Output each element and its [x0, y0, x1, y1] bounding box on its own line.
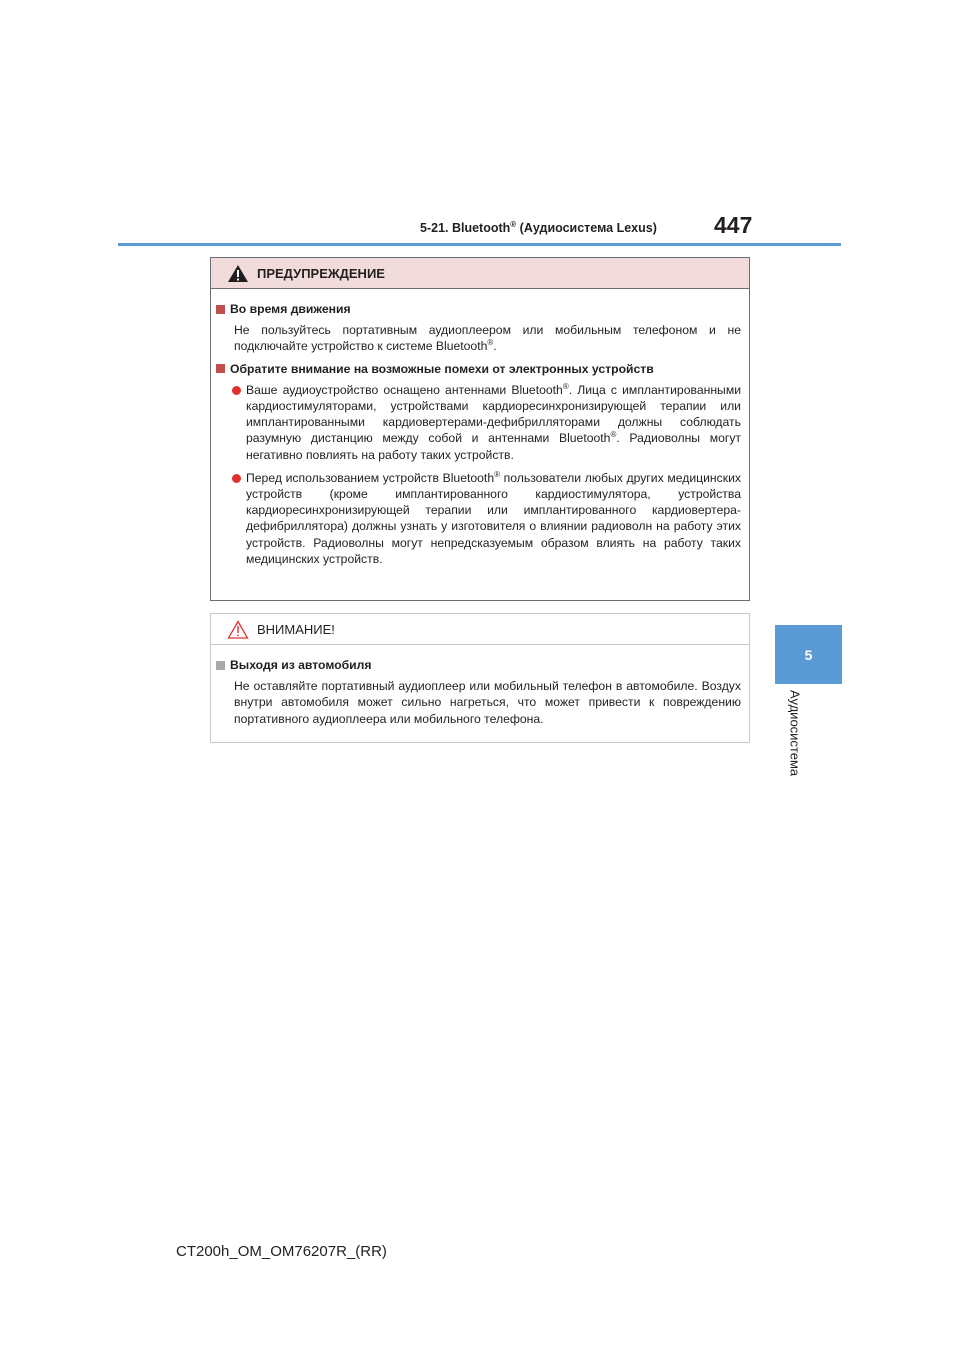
paragraph-text: . [493, 339, 497, 354]
square-bullet-icon [216, 661, 225, 670]
notice-title: ВНИМАНИЕ! [257, 621, 335, 637]
notice-section-heading [216, 657, 741, 673]
page-number: 447 [714, 212, 753, 238]
list-item-text-part: . Радиоволны могут негативно повлиять на работу таких устройств. [246, 431, 741, 462]
list-item-text-part: пользователи любых других медицинских устройств (кроме имплантированного кардиостимулятора, устройства кардиоресинхронизирующей терапии или имплантированного кардиовертера-дефибриллятора) должны узнать у изготовителя о влиянии радиоволн на работу этих устройств. Радиоволны могут непредсказуемым образом влиять на работу таких медицинских устройств. [246, 470, 741, 566]
section-title-suffix: (Аудиосистема Lexus) [516, 221, 657, 235]
chapter-number: 5 [804, 646, 813, 663]
square-bullet-icon [216, 305, 225, 314]
warning-section-heading [216, 301, 741, 317]
section-title [420, 221, 702, 235]
warning-section-heading [216, 361, 741, 377]
round-bullet-icon [232, 386, 241, 395]
round-bullet-icon [232, 474, 241, 483]
registered-mark: ® [487, 338, 494, 348]
registered-mark: ® [510, 219, 517, 229]
document-code: CT200h_OM_OM76207R_(RR) [176, 1243, 387, 1260]
warning-section-heading-text: Обратите внимание на возможные помехи от электронных устройств [230, 361, 654, 376]
chapter-tab [775, 625, 842, 684]
header-rule [118, 243, 841, 246]
warning-header [211, 258, 749, 289]
list-item [232, 382, 741, 463]
warning-box [210, 257, 750, 601]
notice-body [211, 645, 749, 727]
chapter-label: Аудиосистема [787, 690, 803, 777]
registered-mark: ® [562, 381, 569, 391]
warning-triangle-icon [227, 264, 249, 283]
warning-title: ПРЕДУПРЕЖДЕНИЕ [257, 265, 385, 281]
notice-box [210, 613, 750, 743]
notice-paragraph: Не оставляйте портативный аудиоплеер или мобильный телефон в автомобиле. Воздух внутри автомобиля может сильно нагреться, что может привести к повреждению портативного аудиоплеера или мобильного телефона. [234, 679, 741, 726]
registered-mark: ® [610, 430, 617, 440]
caution-triangle-icon [227, 620, 249, 639]
list-item-text-part: Перед использованием устройств Bluetooth [246, 470, 495, 485]
list-item-text-part: Ваше аудиоустройство оснащено антеннами Bluetooth [246, 382, 563, 397]
list-item-text [246, 382, 741, 463]
section-title-prefix: 5-21. Bluetooth [420, 221, 511, 235]
notice-section-heading-text: Выходя из автомобиля [230, 658, 372, 672]
list-item-text [246, 470, 741, 567]
warning-paragraph [216, 322, 741, 354]
square-bullet-icon [216, 364, 225, 373]
paragraph-text: Не пользуйтесь портативным аудиоплеером или мобильным телефоном и не подключайте устройство к системе Bluetooth [234, 323, 741, 354]
warning-body [211, 289, 749, 567]
registered-mark: ® [494, 469, 500, 479]
notice-header [211, 614, 749, 645]
list-item-text-part: . Лица с имплантированными кардиостимуляторами, устройствами кардиоресинхронизирующей терапии или имплантированными кардиовертерами-дефибрилляторами должны соблюдать разумную дистанцию между собой и антеннами Bluetooth [246, 382, 742, 446]
warning-section-heading-text: Во время движения [230, 302, 351, 316]
list-item [232, 470, 741, 567]
